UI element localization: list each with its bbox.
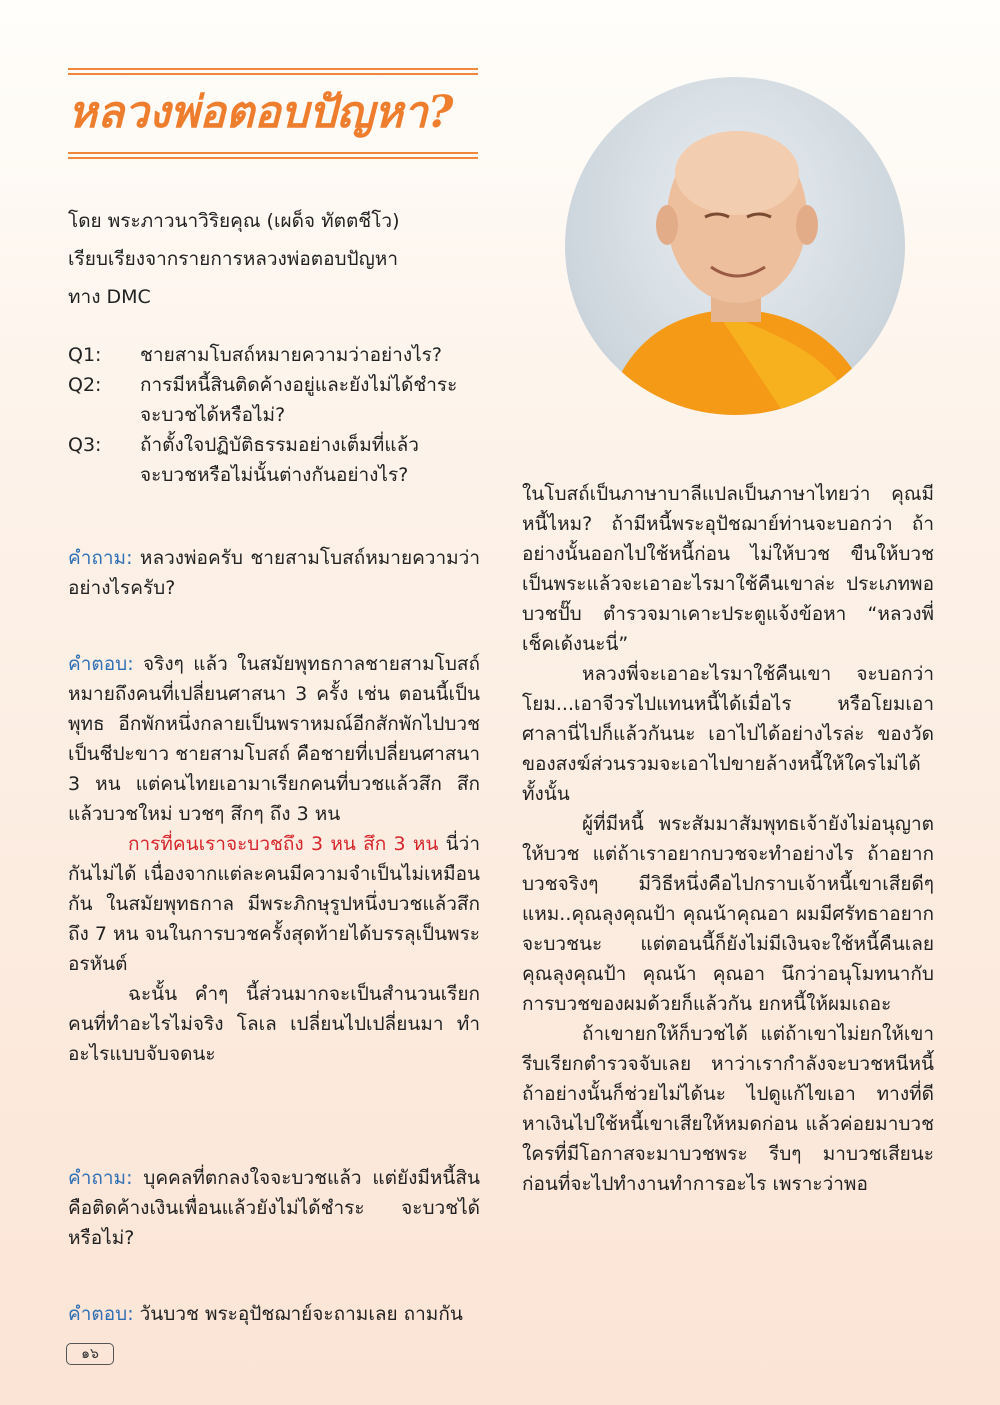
answer-1-paragraph-3: ฉะนั้น คำๆ นี้ส่วนมากจะเป็นสำนวนเรียกคนที่ทำอะไรไม่จริง โลเล เปลี่ยนไปเปลี่ยนมา ทำอะไรแบบจับจดนะ <box>68 983 480 1065</box>
paragraph: ผู้ที่มีหนี้ พระสัมมาสัมพุทธเจ้ายังไม่อนุญาตให้บวช แต่ถ้าเราอยากบวชจะทำอย่างไร ถ้าอยากบวชจริงๆ มีวิธีหนึ่งคือไปกราบเจ้าหนี้เขาเสียดีๆ แหม..คุณลุงคุณป้า คุณน้าคุณอา ผมมีศรัทธาอยากจะบวชนะ แต่ตอนนี้ก็ยังไม่มีเงินจะใช้หนี้คืนเลย คุณลุงคุณป้า คุณน้า คุณอา นึกว่าอนุโมทนากับการบวชของผมด้วยก็แล้วกัน ยกหนี้ให้ผมเถอะ <box>522 813 934 1015</box>
page-number: ๑๖ <box>66 1343 114 1365</box>
answer-1-paragraph-2: การที่คนเราจะบวชถึง 3 หน สึก 3 หน นี่ว่ากันไม่ได้ เนื่องจากแต่ละคนมีความจำเป็นไม่เหมือนกัน ในสมัยพุทธกาล มีพระภิกษุรูปหนึ่งบวชแล้วสึกถึง 7 หน จนในการบวชครั้งสุดท้ายได้บรรลุเป็นพระอรหันต์ <box>68 833 480 975</box>
answer-label: คำตอบ: <box>68 653 134 675</box>
answer-1-block <box>68 649 480 1069</box>
question-2-block <box>68 1163 480 1253</box>
paragraph: หลวงพี่จะเอาอะไรมาใช้คืนเขา จะบอกว่าโยม...เอาจีวรไปแทนหนี้ได้เมื่อไร หรือโยมเอาศาลานี่ไปก็แล้วกันนะ เอาไปได้อย่างไรล่ะ ของวัดของสงฆ์ส่วนรวมจะเอาไปขายล้างหนี้ให้ใครไม่ได้ทั้งนั้น <box>522 663 934 805</box>
question-2 <box>68 1163 480 1253</box>
title-bottom-rule <box>68 152 478 154</box>
question-1 <box>68 543 480 603</box>
question-item <box>68 340 488 370</box>
question-number: Q2: <box>68 374 102 396</box>
question-number: Q3: <box>68 434 102 456</box>
question-body: บุคคลที่ตกลงใจจะบวชแล้ว แต่ยังมีหนี้สิน คือติดค้างเงินเพื่อนแล้วยังไม่ได้ชำระ จะบวชได้หรือไม่? <box>68 1167 480 1249</box>
answer-body: จริงๆ แล้ว ในสมัยพุทธกาลชายสามโบสถ์หมายถึงคนที่เปลี่ยนศาสนา 3 ครั้ง เช่น ตอนนี้เป็นพุทธ อีกพักหนึ่งกลายเป็นพราหมณ์อีกสักพักไปบวชเป็นชีปะขาว ชายสามโบสถ์ คือชายที่เปลี่ยนศาสนา 3 หน แต่คนไทยเอามาเรียกคนที่บวชแล้วสึก สึกแล้วบวชใหม่ บวชๆ สึกๆ ถึง 3 หน <box>68 653 480 825</box>
question-label: คำถาม: <box>68 1167 133 1189</box>
page-title: หลวงพ่อตอบปัญหา? <box>68 87 454 138</box>
answer-2-block <box>68 1299 480 1329</box>
paragraph: ในโบสถ์เป็นภาษาบาลีแปลเป็นภาษาไทยว่า คุณมีหนี้ไหม? ถ้ามีหนี้พระอุปัชฌาย์ท่านจะบอกว่า ถ้าอย่างนั้นออกไปใช้หนี้ก่อน ไม่ให้บวช ขืนให้บวชเป็นพระแล้วจะเอาอะไรมาใช้คืนเขาล่ะ ประเภทพอบวชปั๊บ ตำรวจมาเคาะประตูแจ้งข้อหา “หลวงพี่เช็คเด้งนะนี่” <box>522 483 934 655</box>
title-top-rule <box>68 68 478 70</box>
question-item <box>68 430 488 490</box>
byline <box>68 202 488 316</box>
answer-2 <box>68 1299 480 1329</box>
byline-source: เรียบเรียงจากรายการหลวงพ่อตอบปัญหา <box>68 248 398 270</box>
answer-1 <box>68 649 480 829</box>
question-text: ถ้าตั้งใจปฏิบัติธรรมอย่างเต็มที่แล้ว <box>140 434 419 456</box>
question-body: หลวงพ่อครับ ชายสามโบสถ์หมายความว่าอย่างไรครับ? <box>68 547 480 599</box>
answer-body: วันบวช พระอุปัชฌาย์จะถามเลย ถามกัน <box>133 1303 463 1325</box>
monk-portrait-drawing <box>565 77 905 415</box>
question-number: Q1: <box>68 344 102 366</box>
question-label: คำถาม: <box>68 547 133 569</box>
question-list <box>68 340 488 490</box>
byline-author: โดย พระภาวนาวิริยคุณ (เผด็จ ทัตตชีโว) <box>68 210 400 232</box>
question-text: การมีหนี้สินติดค้างอยู่และยังไม่ได้ชำระ <box>140 374 458 396</box>
question-text: จะบวชหรือไม่นั้นต่างกันอย่างไร? <box>140 464 409 486</box>
right-column-text <box>522 479 934 1199</box>
question-item <box>68 370 488 430</box>
monk-portrait-image <box>565 77 905 415</box>
question-text: จะบวชได้หรือไม่? <box>140 404 286 426</box>
byline-channel: ทาง DMC <box>68 286 151 308</box>
question-1-block <box>68 543 480 603</box>
paragraph: ถ้าเขายกให้ก็บวชได้ แต่ถ้าเขาไม่ยกให้เขารีบเรียกตำรวจจับเลย หาว่าเรากำลังจะบวชหนีหนี้ ถ้าอย่างนั้นก็ช่วยไม่ได้นะ ไปดูแก้ไขเอา ทางที่ดีหาเงินไปใช้หนี้เขาเสียให้หมดก่อน แล้วค่อยมาบวช ใครที่มีโอกาสจะมาบวชพระ รีบๆ มาบวชเสียนะ ก่อนที่จะไปทำงานทำการอะไร เพราะว่าพอ <box>522 1023 934 1195</box>
highlight-text: การที่คนเราจะบวชถึง 3 หน สึก 3 หน <box>128 833 439 855</box>
answer-label: คำตอบ: <box>68 1303 134 1325</box>
question-text: ชายสามโบสถ์หมายความว่าอย่างไร? <box>140 344 442 366</box>
